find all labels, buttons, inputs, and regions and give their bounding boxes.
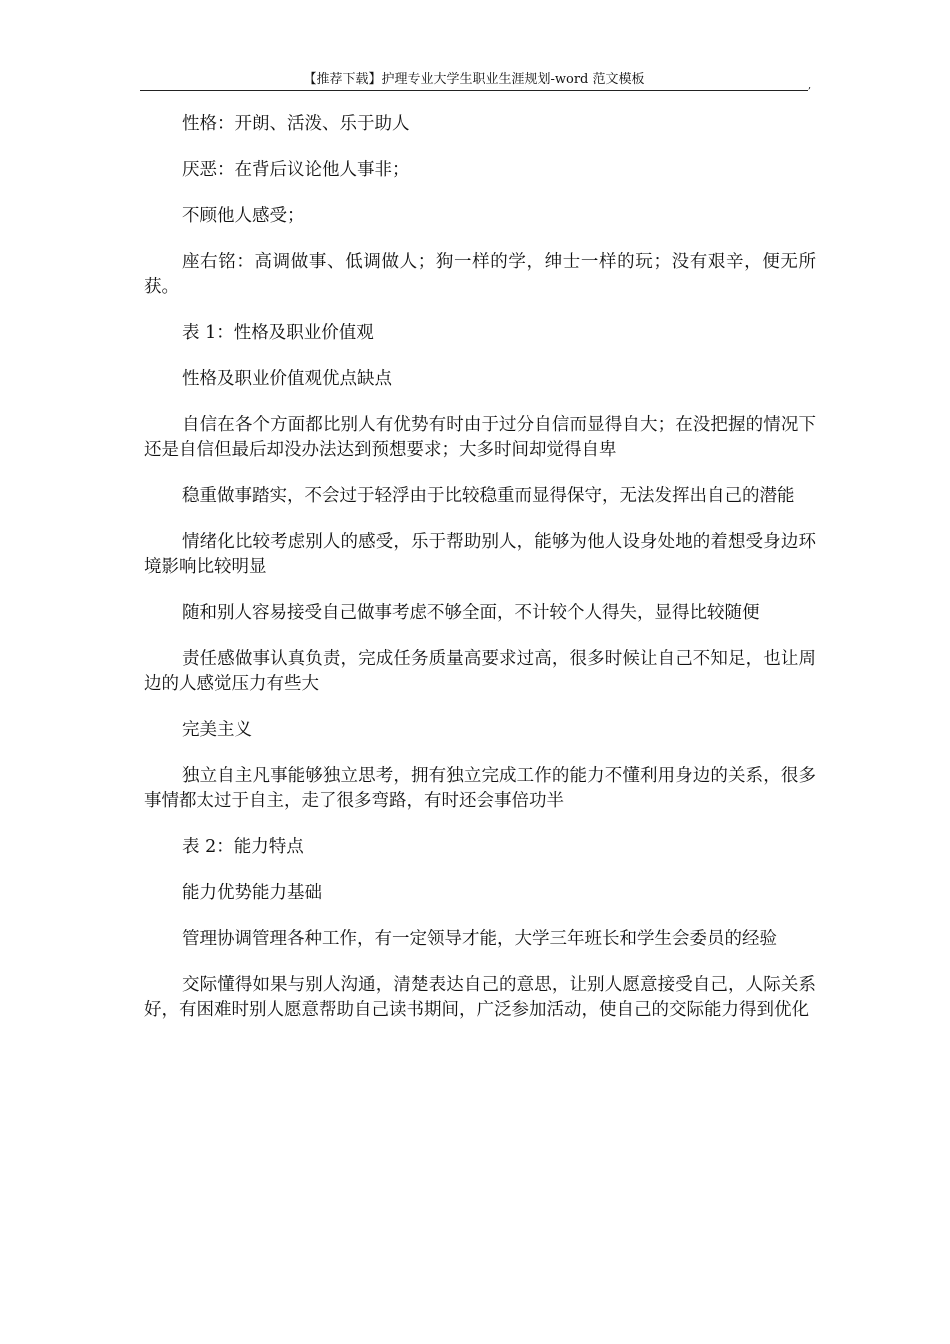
table-1-row-easygoing: 随和别人容易接受自己做事考虑不够全面，不计较个人得失，显得比较随便 (182, 603, 760, 623)
page-header: 【推荐下载】护理专业大学生职业生涯规划-word 范文模板 (140, 72, 808, 91)
table-1-row-emotional: 情绪化比较考虑别人的感受，乐于帮助别人，能够为他人设身处地的着想受身边环境影响比较明显 (144, 532, 816, 577)
document-body (144, 112, 816, 1044)
paragraph-personality: 性格：开朗、活泼、乐于助人 (182, 114, 410, 134)
paragraph-dislikes-2: 不顾他人感受； (182, 206, 305, 226)
paragraph-motto: 座右铭：高调做事、低调做人；狗一样的学，绅士一样的玩；没有艰辛，便无所获。 (144, 252, 816, 297)
table-1-row-independence: 独立自主凡事能够独立思考，拥有独立完成工作的能力不懂利用身边的关系，很多事情都太过于自主，走了很多弯路，有时还会事倍功半 (144, 766, 816, 811)
table-1-row-steady: 稳重做事踏实，不会过于轻浮由于比较稳重而显得保守，无法发挥出自己的潜能 (182, 486, 795, 506)
table-2-caption: 表 2：能力特点 (182, 837, 304, 857)
table-2-row-communication: 交际懂得如果与别人沟通，清楚表达自己的意思，让别人愿意接受自己，人际关系好，有困难时别人愿意帮助自己读书期间，广泛参加活动，使自己的交际能力得到优化 (144, 975, 816, 1020)
table-1-row-perfectionism: 完美主义 (182, 720, 252, 740)
table-1-header: 性格及职业价值观优点缺点 (182, 369, 392, 389)
table-2-row-management: 管理协调管理各种工作，有一定领导才能，大学三年班长和学生会委员的经验 (182, 929, 777, 949)
table-1-row-confidence: 自信在各个方面都比别人有优势有时由于过分自信而显得自大；在没把握的情况下还是自信但最后却没办法达到预想要求；大多时间却觉得自卑 (144, 415, 816, 460)
table-1-caption: 表 1：性格及职业价值观 (182, 323, 374, 343)
table-2-header: 能力优势能力基础 (182, 883, 322, 903)
paragraph-dislikes: 厌恶：在背后议论他人事非； (182, 160, 410, 180)
table-1-row-responsibility: 责任感做事认真负责，完成任务质量高要求过高，很多时候让自己不知足，也让周边的人感觉压力有些大 (144, 649, 816, 694)
header-mark: , (808, 80, 812, 91)
